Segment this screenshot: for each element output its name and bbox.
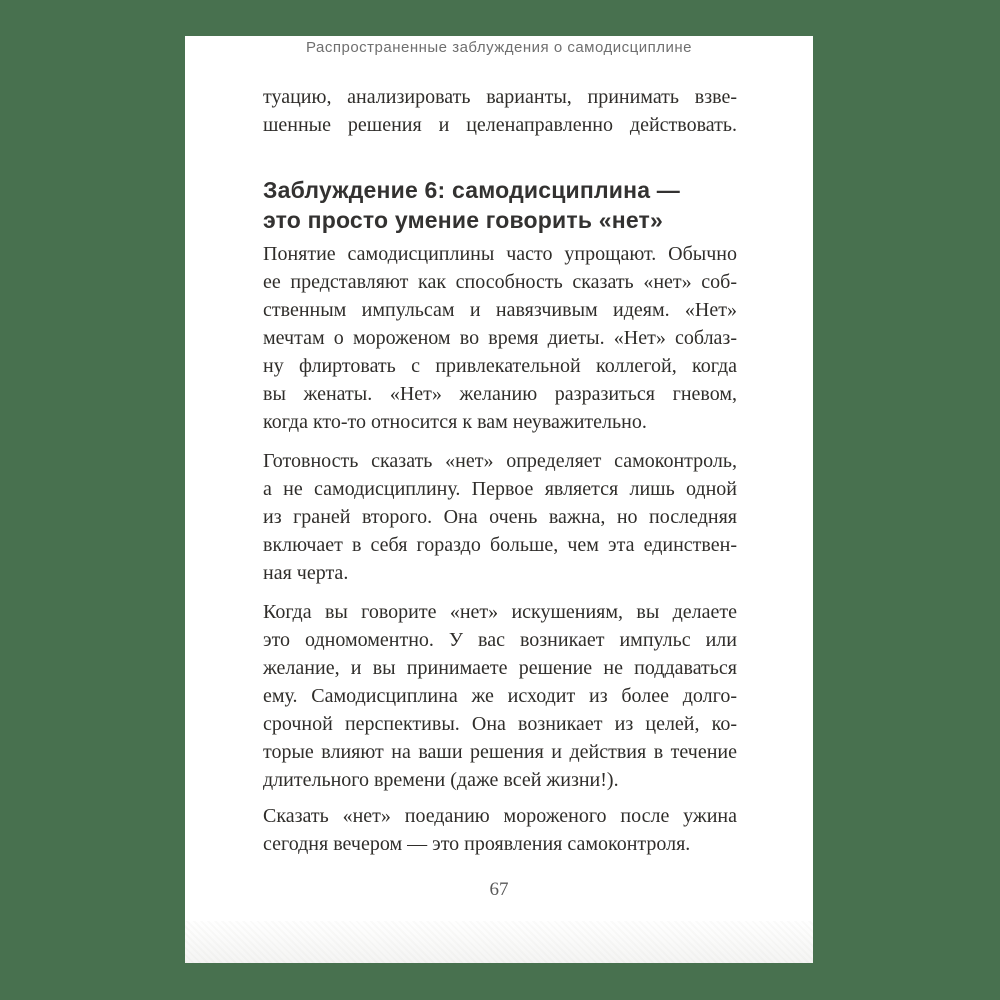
text-line: ственным импульсам и навязчивым идеям. «Нет» — [263, 299, 737, 321]
text-line: Понятие самодисциплины часто упрощают. Обычно — [263, 243, 737, 265]
book-page — [185, 36, 813, 963]
text-line: когда кто-то относится к вам неуважительно. — [263, 411, 647, 433]
text-line: туацию, анализировать варианты, принимать взве- — [263, 86, 737, 108]
text-line: Готовность сказать «нет» определяет самоконтроль, — [263, 450, 737, 472]
scan-texture — [185, 921, 813, 963]
text-line: ее представляют как способность сказать «нет» соб- — [263, 271, 737, 293]
text-line: длительного времени (даже всей жизни!). — [263, 769, 619, 791]
page-number: 67 — [489, 879, 509, 900]
text-line: мечтам о мороженом во время диеты. «Нет» соблаз- — [263, 327, 737, 349]
text-line: ему. Самодисциплина же исходит из более долго- — [263, 685, 737, 707]
heading-line: это просто умение говорить «нет» — [263, 207, 664, 233]
text-line: Когда вы говорите «нет» искушениям, вы делаете — [263, 601, 737, 623]
text-line: ну флиртовать с привлекательной коллегой, когда — [263, 355, 737, 377]
text-line: сегодня вечером — это проявления самоконтроля. — [263, 833, 691, 855]
paragraph-intro — [263, 83, 737, 139]
paragraph — [263, 598, 737, 794]
text-line: ная черта. — [263, 562, 349, 584]
text-line: шенные решения и целенаправленно действовать. — [263, 114, 737, 136]
paragraph — [263, 240, 737, 436]
paragraph — [263, 802, 737, 858]
text-line: вы женаты. «Нет» желанию разразиться гневом, — [263, 383, 737, 405]
running-head: Распространенные заблуждения о самодисциплине — [306, 39, 692, 56]
heading-line: Заблуждение 6: самодисциплина — — [263, 177, 681, 203]
text-line: Сказать «нет» поеданию мороженого после ужина — [263, 805, 737, 827]
text-line: а не самодисциплину. Первое является лишь одной — [263, 478, 737, 500]
text-line: включает в себя гораздо больше, чем эта единствен- — [263, 534, 737, 556]
text-line: желание, и вы принимаете решение не поддаваться — [263, 657, 737, 679]
text-line: торые влияют на ваши решения и действия в течение — [263, 741, 737, 763]
paragraph — [263, 447, 737, 587]
text-line: это одномоментно. У вас возникает импульс или — [263, 629, 737, 651]
text-line: срочной перспективы. Она возникает из целей, ко- — [263, 713, 737, 735]
section-heading — [263, 175, 743, 235]
text-line: из граней второго. Она очень важна, но последняя — [263, 506, 737, 528]
